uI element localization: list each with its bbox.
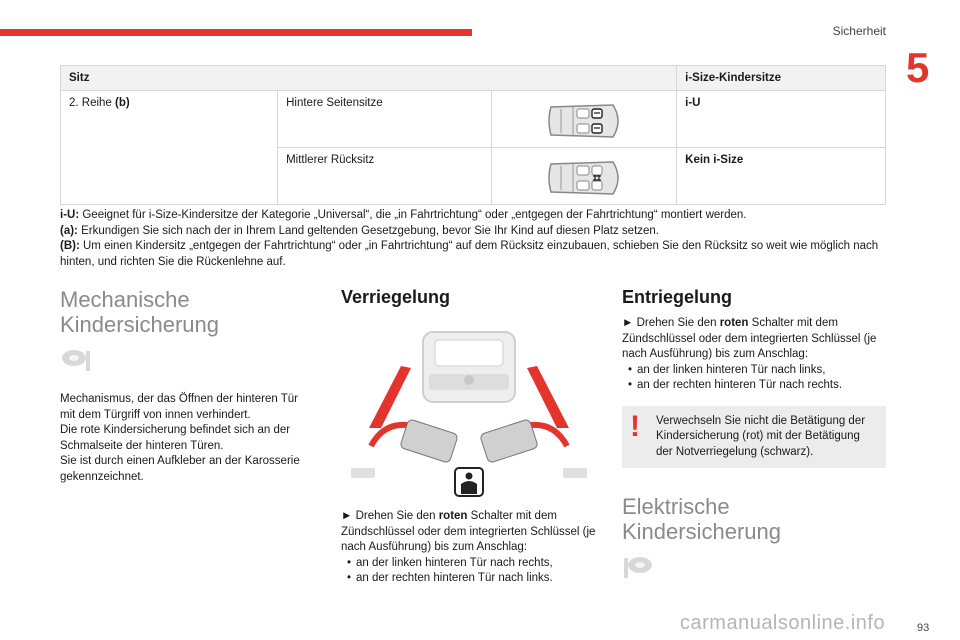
- table-header-row: [61, 66, 886, 91]
- seat-diagram-cell: [492, 91, 677, 148]
- lock-title: Verriegelung: [341, 287, 451, 307]
- watermark: carmanualsonline.info: [680, 612, 886, 634]
- unlock-text: ► Drehen Sie den roten Schalter mit dem Zündschlüssel oder dem integrierten Schlüssel (je nach Ausführung) bis zum Anschlag: • an der linken hinteren Tür nach links, • an der rechten hinteren Tür nach rechts.: [622, 316, 886, 394]
- table-notes: [60, 208, 890, 270]
- list-item: • an der rechten hinteren Tür nach rechts.: [638, 378, 886, 394]
- mech-text: Mechanismus, der das Öffnen der hinteren Tür mit dem Türgriff von innen verhindert. Die rote Kindersicherung befindet sich an der Schmalseite der hinteren Türen. Sie ist durch einen Aufkleber an der Karosserie gekennzeichnet.: [60, 393, 300, 483]
- lock-section: [341, 287, 597, 587]
- list-item: • an der linken hinteren Tür nach links,: [638, 363, 886, 379]
- row-label: 2. Reihe (b): [61, 91, 278, 205]
- lock-text: ► Drehen Sie den roten Schalter mit dem Zündschlüssel oder dem integrierten Schlüssel (je nach Ausführung) bis zum Anschlag: • an der linken hinteren Tür nach rechts, • an der rechten hinteren Tür nach links.: [341, 509, 597, 587]
- list-item: • an der rechten hinteren Tür nach links.: [357, 571, 597, 587]
- header-red-bar: [0, 29, 472, 36]
- list-item: • an der linken hinteren Tür nach rechts,: [357, 556, 597, 572]
- note-iu: i-U: Geeignet für i-Size-Kindersitze der Kategorie „Universal“, die „in Fahrtrichtung“ oder „entgegen der Fahrtrichtung“ montiert werden.: [60, 209, 747, 221]
- seat-position: Mittlerer Rücksitz: [278, 148, 492, 205]
- warning-icon: !: [630, 409, 640, 443]
- child-lock-diagram: [341, 318, 597, 498]
- unlock-title: Entriegelung: [622, 287, 733, 307]
- chapter-number: 5: [906, 44, 930, 91]
- steering-wheel-icon: [60, 347, 94, 373]
- unlock-section: [622, 287, 886, 585]
- unlock-bullets: [622, 363, 886, 394]
- isize-table: [60, 65, 886, 205]
- seat-diagram-cell: [492, 148, 677, 205]
- car-seat-diagram-icon: [543, 156, 625, 200]
- seat-position: Hintere Seitensitze: [278, 91, 492, 148]
- isize-value: Kein i-Size: [677, 148, 886, 205]
- table-header-isize: i-Size-Kindersitze: [677, 66, 886, 91]
- note-a: (a): Erkundigen Sie sich nach der in Ihrem Land geltenden Gesetzgebung, bevor Sie Ihr Kind auf diesen Platz setzen.: [60, 224, 660, 237]
- mech-title: Mechanische Kindersicherung: [60, 287, 219, 337]
- warning-text: Verwechseln Sie nicht die Betätigung der Kindersicherung (rot) mit der Betätigung der Notverriegelung (schwarz).: [656, 414, 866, 458]
- child-lock-icon: [455, 468, 483, 496]
- page-number: 93: [917, 622, 930, 634]
- lock-bullets: [341, 556, 597, 587]
- elec-title: Elektrische Kindersicherung: [622, 494, 781, 544]
- section-title: Sicherheit: [832, 24, 886, 38]
- table-row: [61, 91, 886, 148]
- steering-wheel-icon: [622, 554, 656, 580]
- table-header-seat: Sitz: [61, 66, 677, 91]
- warning-box: [622, 406, 886, 469]
- note-b: (B): Um einen Kindersitz „entgegen der Fahrtrichtung“ oder „in Fahrtrichtung“ auf dem Rücksitz einzubauen, schieben Sie den Rücksitz so weit wie möglich nach hinten, und richten Sie die Rückenlehne auf.: [60, 240, 879, 268]
- isize-value: i-U: [677, 91, 886, 148]
- car-seat-diagram-icon: [543, 99, 625, 143]
- mech-section: [60, 287, 315, 485]
